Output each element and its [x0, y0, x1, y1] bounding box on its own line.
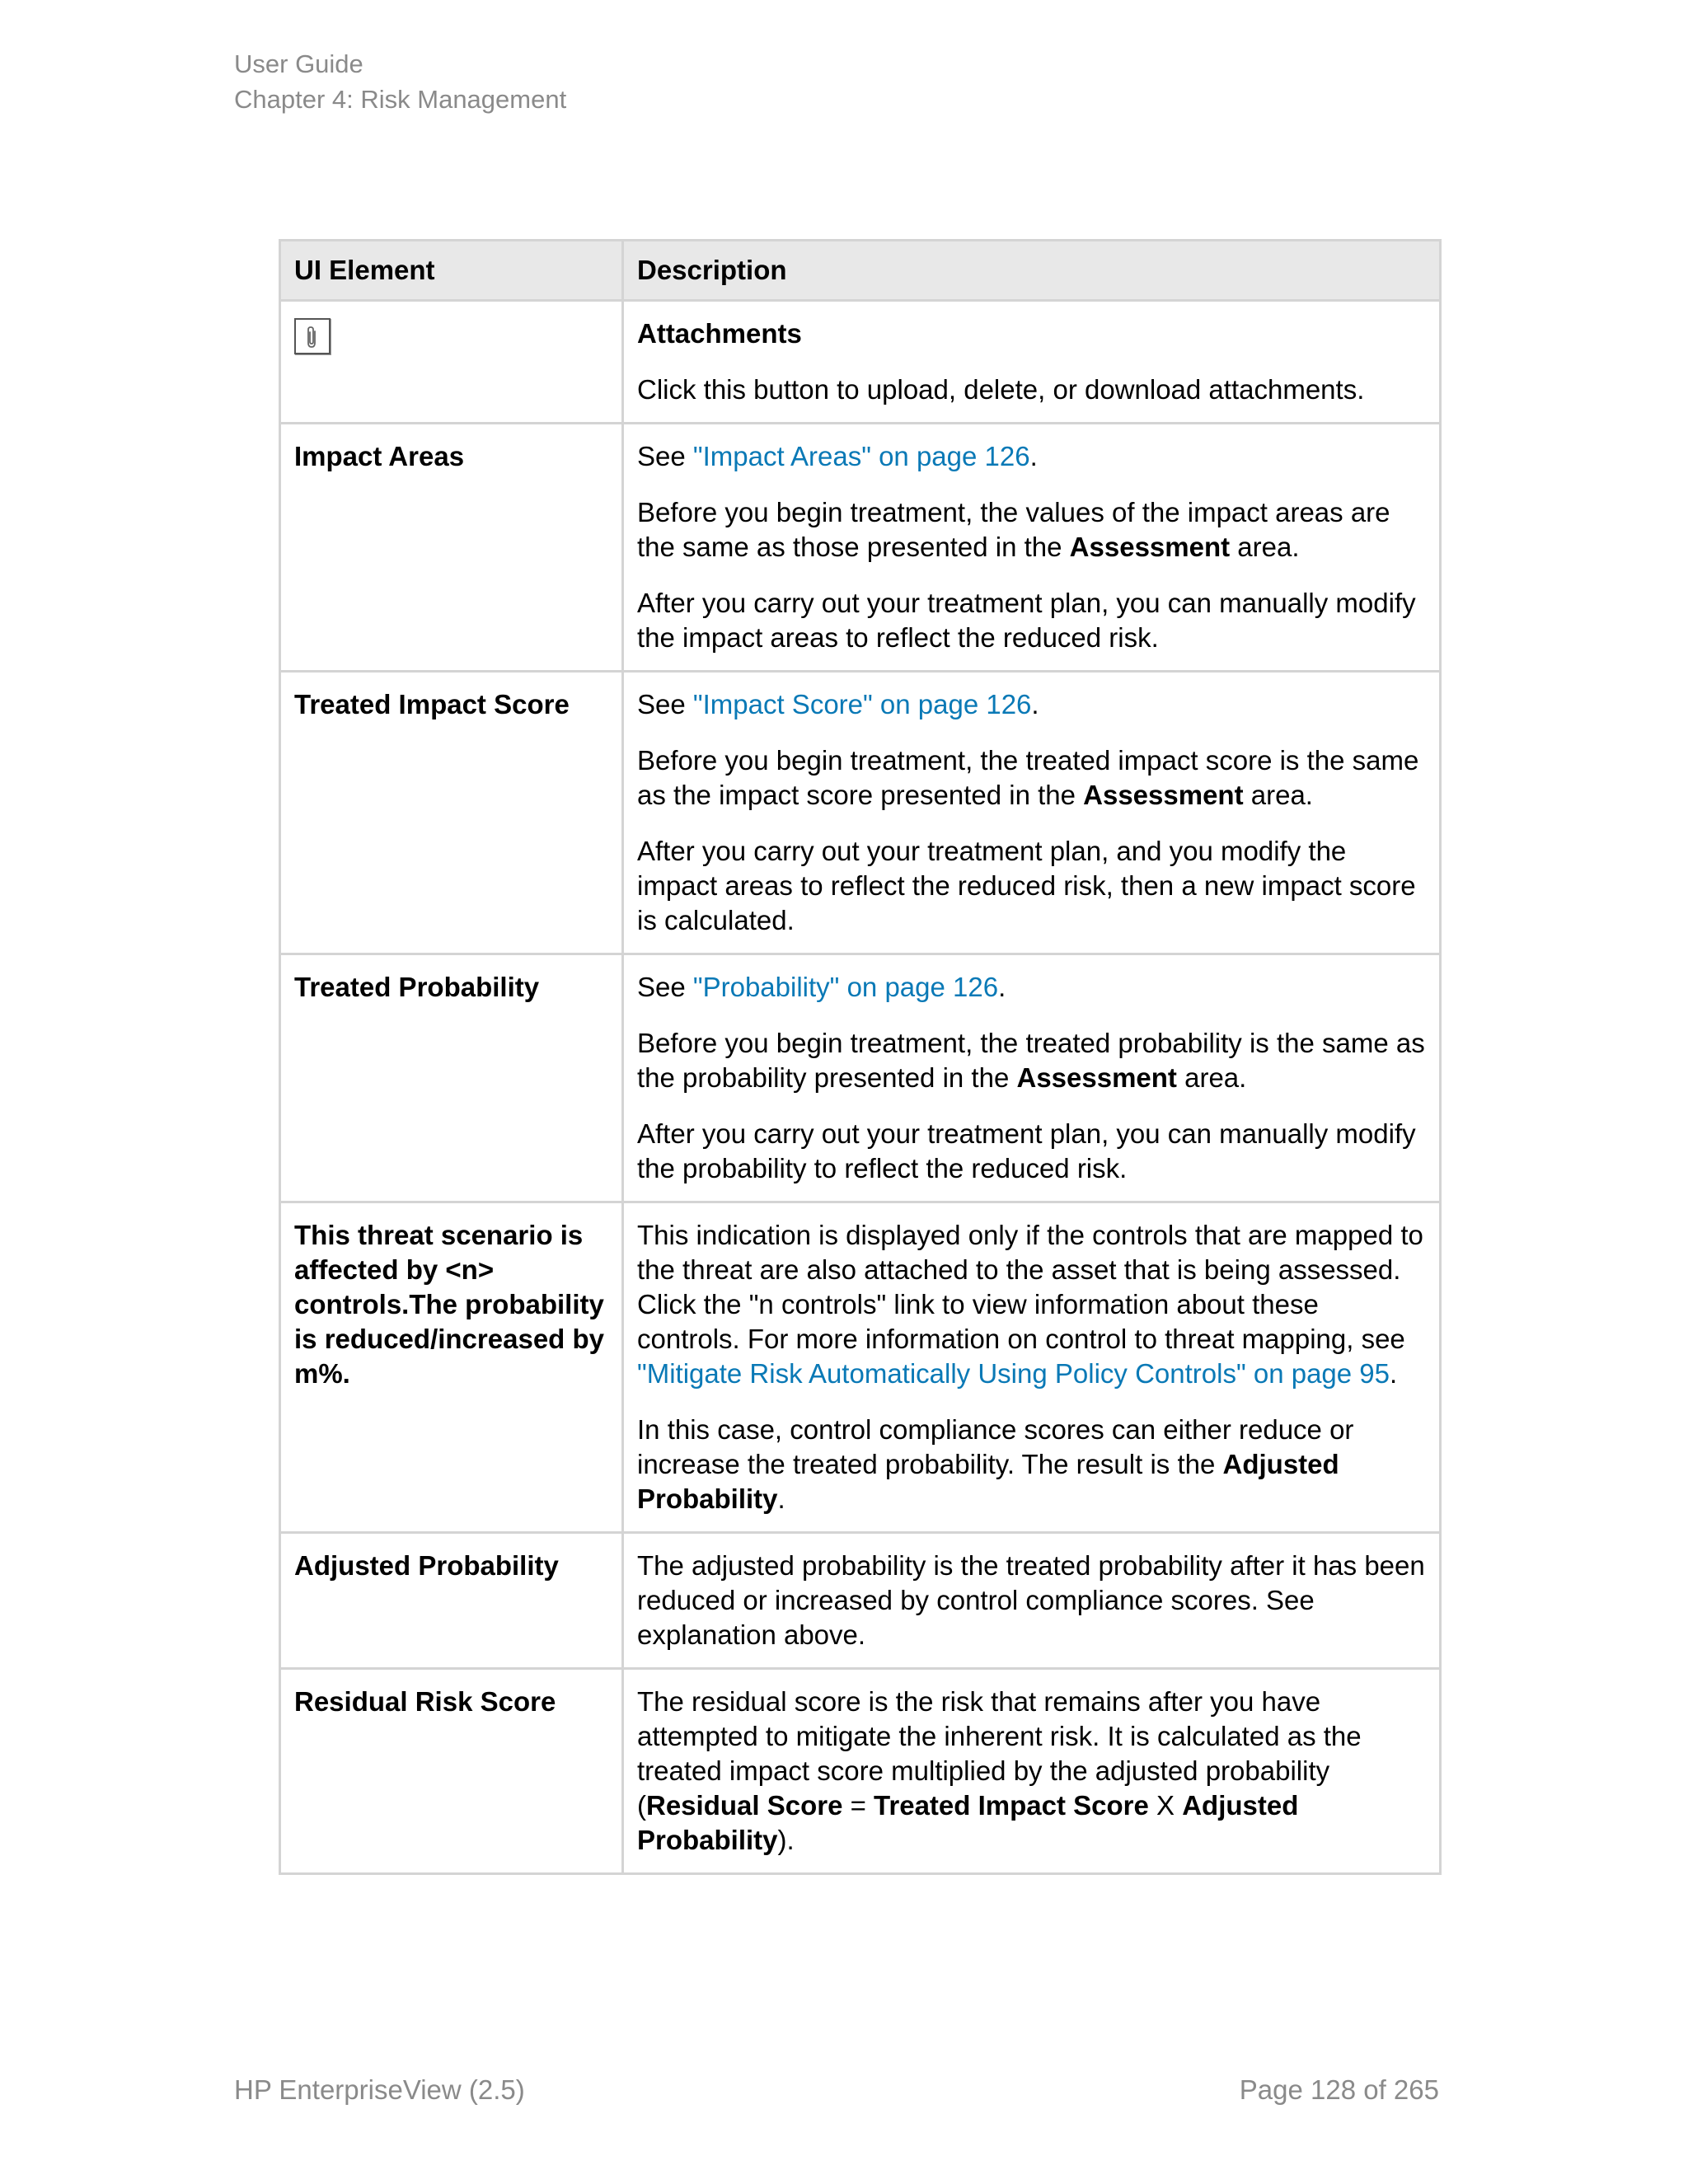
paragraph-text: Before you begin treatment, the treated impact score is the same as the impact score presented in the — [637, 745, 1419, 810]
period: . — [1031, 689, 1039, 719]
ui-element-impact-areas: Impact Areas — [280, 424, 623, 672]
operator-text: X — [1148, 1790, 1183, 1821]
description-cell — [623, 954, 1441, 1202]
bold-term: Assessment — [1069, 532, 1231, 562]
paragraph-text: After you carry out your treatment plan, you can manually modify the probability to reflect the reduced risk. — [637, 1118, 1416, 1183]
bold-term: Residual Score — [646, 1790, 843, 1821]
table-row — [280, 1533, 1441, 1669]
paragraph-text: area. — [1230, 532, 1300, 562]
ui-element-threat-scenario: This threat scenario is affected by <n> controls.The probability is reduced/increased by m%. — [280, 1202, 623, 1533]
bold-term: Assessment — [1016, 1062, 1177, 1093]
ui-element-table — [279, 239, 1442, 1875]
see-text: See — [637, 441, 693, 471]
paragraph-text: After you carry out your treatment plan, you can manually modify the impact areas to reflect the reduced risk. — [637, 588, 1416, 653]
period: . — [1390, 1358, 1398, 1389]
table-header-row — [280, 241, 1441, 301]
attachments-button[interactable] — [294, 318, 331, 354]
table-row — [280, 1669, 1441, 1874]
description-cell — [623, 301, 1441, 424]
paragraph-text: Before you begin treatment, the values of the impact areas are the same as those presented in the — [637, 497, 1390, 562]
link-probability[interactable]: "Probability" on page 126 — [692, 972, 999, 1002]
table-row — [280, 1202, 1441, 1533]
table-row — [280, 301, 1441, 424]
attachments-description: Click this button to upload, delete, or download attachments. — [637, 374, 1365, 405]
paragraph-text: Before you begin treatment, the treated probability is the same as the probability presented in the — [637, 1028, 1425, 1093]
paragraph-text: This indication is displayed only if the controls that are mapped to the threat are also attached to the asset that is being assessed. Click the "n controls" link to view information about these controls. For more information on control to threat mapping, see — [637, 1220, 1423, 1354]
ui-element-treated-impact-score: Treated Impact Score — [280, 672, 623, 954]
paragraph-text: area. — [1176, 1062, 1247, 1093]
period: . — [1029, 441, 1038, 471]
description-cell — [623, 1202, 1441, 1533]
description-cell — [623, 1669, 1441, 1874]
bold-term: Treated Impact Score — [874, 1790, 1149, 1821]
header-guide-title: User Guide — [234, 49, 363, 78]
bold-term: Adjusted Probability — [637, 1449, 1339, 1514]
ui-element-adjusted-probability: Adjusted Probability — [280, 1533, 623, 1669]
ui-element-cell — [280, 301, 623, 424]
paperclip-icon — [303, 325, 321, 349]
period: . — [998, 972, 1006, 1002]
table-row — [280, 954, 1441, 1202]
bold-term: Adjusted Probability — [637, 1790, 1299, 1855]
operator-text: = — [842, 1790, 874, 1821]
column-header-description: Description — [623, 241, 1441, 301]
description-cell — [623, 672, 1441, 954]
see-text: See — [637, 972, 693, 1002]
header-chapter-title: Chapter 4: Risk Management — [234, 85, 567, 114]
ui-element-treated-probability: Treated Probability — [280, 954, 623, 1202]
paragraph-text: The residual score is the risk that remains after you have attempted to mitigate the inherent risk. It is calculated as the treated impact score multiplied by the adjusted probability ( — [637, 1686, 1362, 1821]
paragraph-text: In this case, control compliance scores can either reduce or increase the treated probability. The result is the — [637, 1414, 1354, 1479]
link-mitigate-risk[interactable]: "Mitigate Risk Automatically Using Policy Controls" on page 95 — [637, 1358, 1390, 1389]
link-impact-areas[interactable]: "Impact Areas" on page 126 — [692, 441, 1030, 471]
paragraph-text: After you carry out your treatment plan, and you modify the impact areas to reflect the reduced risk, then a new impact score is calculated. — [637, 836, 1416, 935]
attachments-title: Attachments — [637, 318, 802, 349]
description-cell — [623, 1533, 1441, 1669]
period: . — [777, 1483, 785, 1514]
link-impact-score[interactable]: "Impact Score" on page 126 — [692, 689, 1032, 719]
see-text: See — [637, 689, 693, 719]
table-row — [280, 672, 1441, 954]
paragraph-text: The adjusted probability is the treated probability after it has been reduced or increased by control compliance scores. See explanation above. — [637, 1550, 1425, 1650]
footer-page-number: Page 128 of 265 — [1239, 2074, 1439, 2105]
page-header — [234, 46, 566, 117]
operator-text: ). — [777, 1825, 795, 1855]
table-row — [280, 424, 1441, 672]
column-header-ui-element: UI Element — [280, 241, 623, 301]
description-cell — [623, 424, 1441, 672]
footer-product: HP EnterpriseView (2.5) — [234, 2074, 525, 2105]
bold-term: Assessment — [1083, 780, 1244, 810]
ui-element-residual-risk-score: Residual Risk Score — [280, 1669, 623, 1874]
paragraph-text: area. — [1243, 780, 1313, 810]
